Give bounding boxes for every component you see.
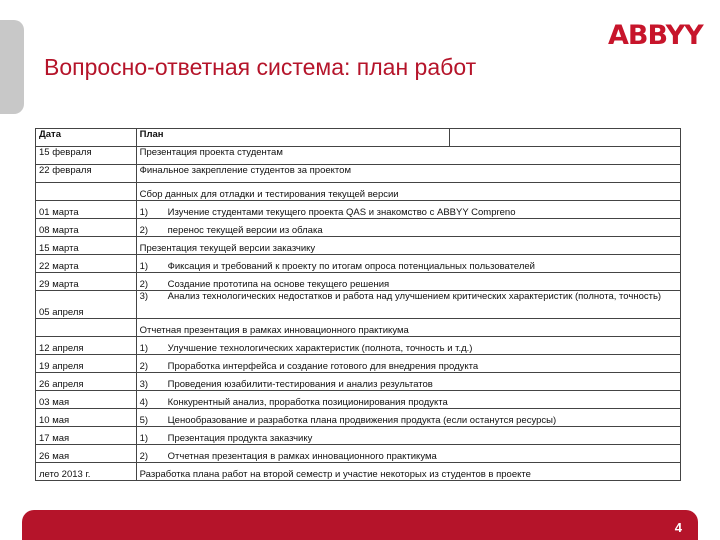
plan-cell: Разработка плана работ на второй семестр и участие некоторых из студентов в проекте <box>136 463 680 481</box>
plan-cell: Отчетная презентация в рамках инновационного практикума <box>136 319 680 337</box>
table-row <box>36 355 681 373</box>
date-cell: 22 февраля <box>36 165 137 183</box>
plan-cell <box>136 409 680 427</box>
item-number: 3) <box>139 379 149 390</box>
plan-cell <box>136 373 680 391</box>
date-cell: 10 мая <box>36 409 137 427</box>
table-row <box>36 237 681 255</box>
table-row <box>36 165 681 183</box>
plan-cell: Сбор данных для отладки и тестирования текущей версии <box>136 183 680 201</box>
header-date: Дата <box>36 129 137 147</box>
abbyy-logo: ABBYY <box>608 20 703 51</box>
item-number: 1) <box>139 433 149 444</box>
plan-text: Ценообразование и разработка плана продвижения продукта (если останутся ресурсы) <box>167 415 557 426</box>
footer-bar <box>22 510 698 540</box>
date-cell: 05 апреля <box>36 291 137 319</box>
table-row <box>36 219 681 237</box>
slide-title: Вопросно-ответная система: план работ <box>44 54 477 80</box>
date-cell: лето 2013 г. <box>36 463 137 481</box>
item-number: 2) <box>139 279 149 290</box>
table-row <box>36 409 681 427</box>
plan-cell <box>136 291 680 319</box>
table-row <box>36 273 681 291</box>
plan-cell: Презентация текущей версии заказчику <box>136 237 680 255</box>
date-cell: 15 марта <box>36 237 137 255</box>
date-cell: 26 апреля <box>36 373 137 391</box>
item-number: 1) <box>139 261 149 272</box>
plan-text: Создание прототипа на основе текущего решения <box>167 279 390 290</box>
plan-text: Фиксация и требований к проекту по итогам опроса потенциальных пользователей <box>167 261 535 272</box>
item-number: 3) <box>139 291 149 302</box>
plan-cell <box>136 391 680 409</box>
item-number: 5) <box>139 415 149 426</box>
plan-text: Улучшение технологических характеристик (полнота, точность и т.д.) <box>167 343 473 354</box>
plan-cell <box>136 445 680 463</box>
date-cell <box>36 319 137 337</box>
table-row <box>36 445 681 463</box>
item-number: 2) <box>139 451 149 462</box>
date-cell: 17 мая <box>36 427 137 445</box>
date-cell: 19 апреля <box>36 355 137 373</box>
table-row <box>36 337 681 355</box>
date-cell: 22 марта <box>36 255 137 273</box>
plan-cell: Презентация проекта студентам <box>136 147 680 165</box>
plan-cell <box>136 255 680 273</box>
item-number: 1) <box>139 343 149 354</box>
date-cell: 12 апреля <box>36 337 137 355</box>
header-empty <box>449 129 680 147</box>
table-row <box>36 391 681 409</box>
plan-text: Проведения юзабилити-тестирования и анализ результатов <box>167 379 433 390</box>
table-row <box>36 373 681 391</box>
item-number: 2) <box>139 361 149 372</box>
table-row <box>36 291 681 319</box>
plan-text: перенос текущей версии из облака <box>167 225 323 236</box>
table-header-row <box>36 129 681 147</box>
page-number: 4 <box>674 520 682 535</box>
date-cell: 29 марта <box>36 273 137 291</box>
plan-cell <box>136 427 680 445</box>
schedule-table <box>35 128 681 481</box>
left-accent-bar <box>0 20 24 114</box>
plan-cell <box>136 355 680 373</box>
item-number: 2) <box>139 225 149 236</box>
date-cell <box>36 183 137 201</box>
plan-text: Изучение студентами текущего проекта QAS и знакомство с ABBYY Compreno <box>167 207 516 218</box>
plan-text: Проработка интерфейса и создание готового для внедрения продукта <box>167 361 479 372</box>
date-cell: 08 марта <box>36 219 137 237</box>
plan-text: Отчетная презентация в рамках инновационного практикума <box>167 451 437 462</box>
plan-cell <box>136 201 680 219</box>
date-cell: 26 мая <box>36 445 137 463</box>
date-cell: 03 мая <box>36 391 137 409</box>
date-cell: 01 марта <box>36 201 137 219</box>
header-plan: План <box>136 129 449 147</box>
table-row <box>36 183 681 201</box>
table-row <box>36 255 681 273</box>
item-number: 4) <box>139 397 149 408</box>
table-row <box>36 463 681 481</box>
plan-text: Конкурентный анализ, проработка позиционирования продукта <box>167 397 448 408</box>
date-cell: 15 февраля <box>36 147 137 165</box>
plan-cell <box>136 219 680 237</box>
table-row <box>36 319 681 337</box>
plan-cell <box>136 273 680 291</box>
plan-cell <box>136 337 680 355</box>
plan-text: Презентация продукта заказчику <box>167 433 313 444</box>
plan-cell: Финальное закрепление студентов за проектом <box>136 165 680 183</box>
table-row <box>36 147 681 165</box>
table-row <box>36 427 681 445</box>
item-number: 1) <box>139 207 149 218</box>
table-row <box>36 201 681 219</box>
plan-text: Анализ технологических недостатков и работа над улучшением критических характеристик (полнота, точность) <box>167 291 662 302</box>
